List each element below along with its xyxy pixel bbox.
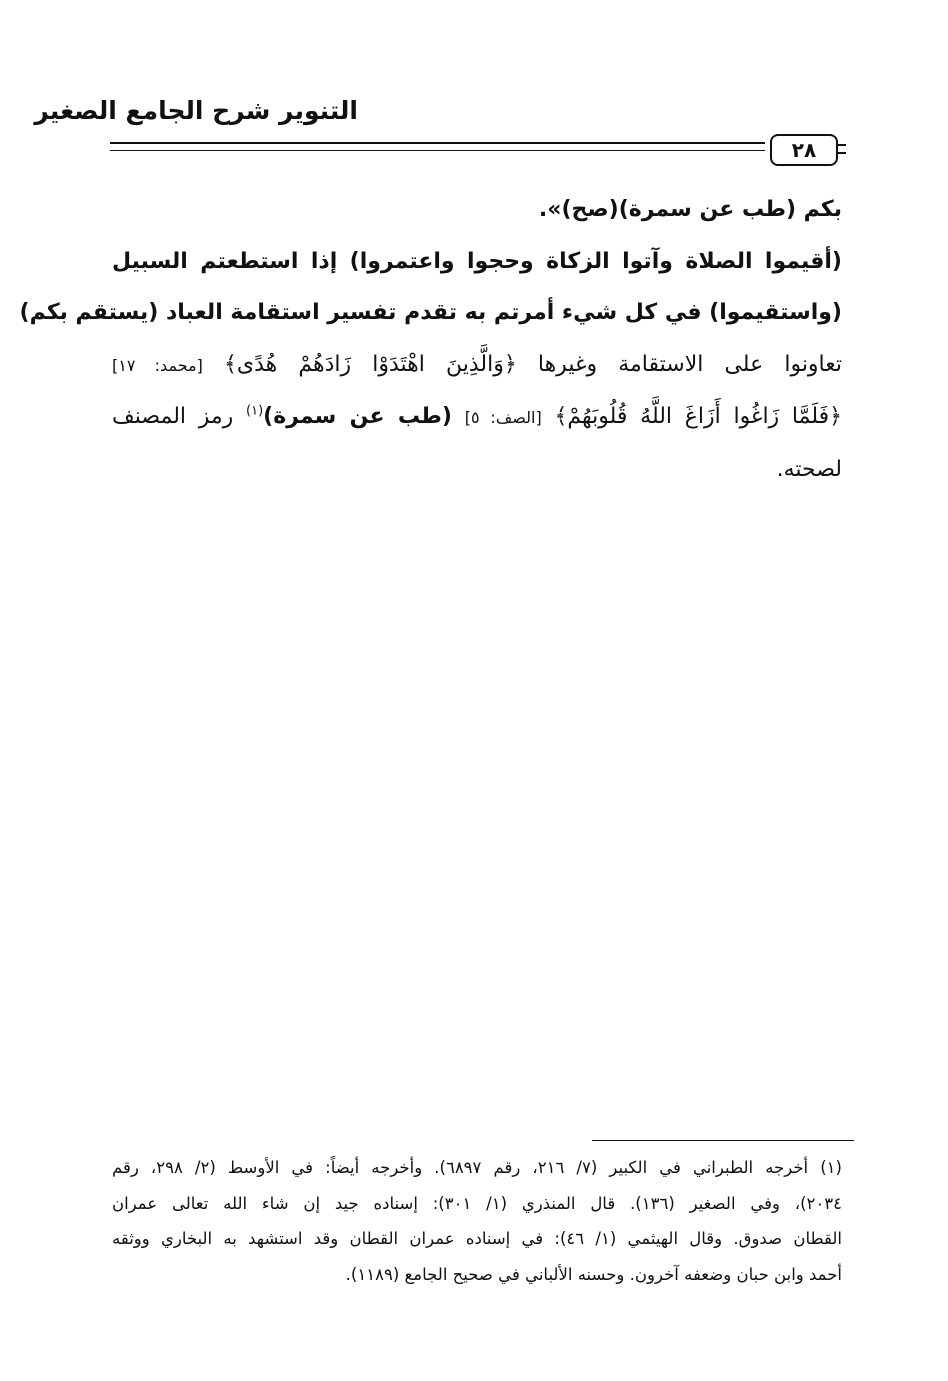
footnote-line-3: القطان صدوق. وقال الهيثمي (١/ ٤٦): في إسناده عمران القطان وقد استشهد به البخاري ووثقه (112, 1229, 842, 1248)
verse-ref-2: [الصف: ٥] (464, 408, 542, 427)
rule-end-mark (838, 144, 846, 154)
footnote-line-4: أحمد وابن حبان وضعفه آخرون. وحسنه الألباني في صحيح الجامع (١١٨٩). (345, 1264, 842, 1284)
text-line-4 (112, 339, 842, 392)
line-5-tail: رمز المصنف (112, 404, 234, 429)
verse-ref-1: [محمد: ١٧] (112, 355, 203, 375)
book-title: التنوير شرح الجامع الصغير (34, 96, 358, 125)
quran-verse-1: ﴿وَالَّذِينَ اهْتَدَوْا زَادَهُمْ هُدًى﴾ (223, 351, 517, 377)
quran-verse-2: ﴿فَلَمَّا زَاغُوا أَزَاغَ اللَّهُ قُلُوبَهُمْ﴾ (554, 404, 843, 429)
text-line-6: لصحته. (776, 456, 842, 482)
page-number: ٢٨ (770, 134, 838, 166)
footnote-marker: (١) (246, 403, 264, 419)
footnotes (112, 1150, 842, 1292)
footnote-separator (592, 1140, 854, 1141)
footnote-line-1: (١) أخرجه الطبراني في الكبير (٧/ ٢١٦، رقم ٦٨٩٧). وأخرجه أيضاً: في الأوسط (٢/ ٢٩٨، رقم (112, 1158, 842, 1177)
main-text (19, 184, 843, 495)
source-citation: (طب عن سمرة) (263, 404, 452, 429)
text-line-2: (أقيموا الصلاة وآتوا الزكاة وحجوا واعتمروا) إذا استطعتم السبيل (112, 248, 842, 274)
footnote-line-2: ٢٠٣٤)، وفي الصغير (١٣٦). قال المنذري (١/ ٣٠١): إسناده جيد إن شاء الله تعالى عمران (112, 1193, 842, 1213)
text-line-1: بكم (طب عن سمرة)(صح)». (538, 197, 842, 222)
text-line-3: (واستقيموا) في كل شيء أمرتم به تقدم تفسير استقامة العباد (يستقم بكم) (19, 300, 842, 325)
text-line-5 (112, 391, 842, 444)
double-rule-line (110, 142, 765, 151)
header-rule (110, 134, 845, 166)
line-4-text: تعاونوا على الاستقامة وغيرها (537, 351, 842, 377)
